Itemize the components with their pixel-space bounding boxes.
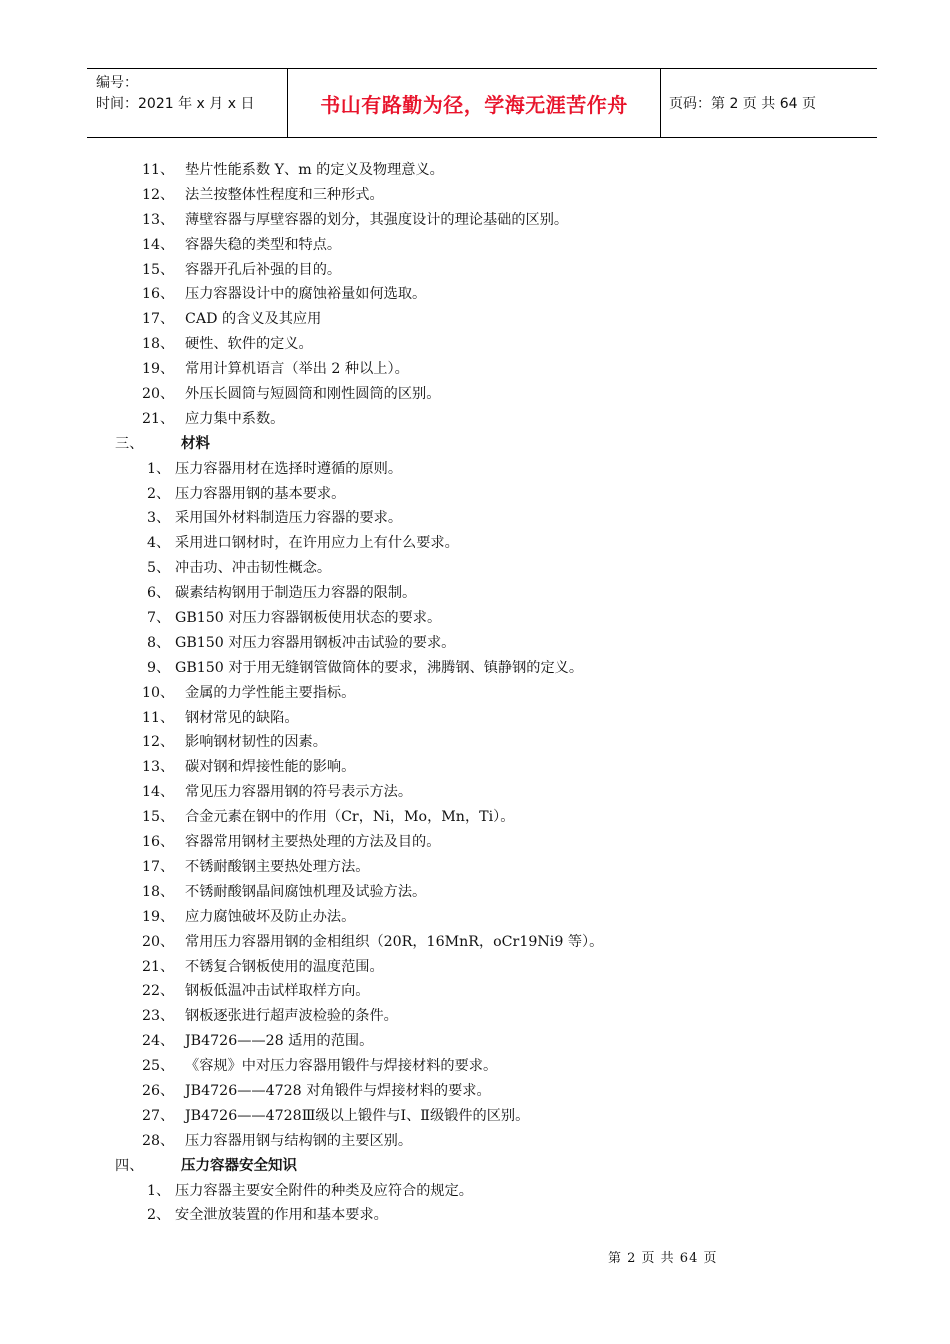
item-text: 应力腐蚀破坏及防止办法。: [185, 908, 356, 925]
item-text: 钢板逐张进行超声波检验的条件。: [185, 1008, 398, 1025]
item-text: 压力容器用材在选择时遵循的原则。: [175, 460, 403, 477]
list-item: [0, 258, 950, 283]
item-number: 20、: [142, 386, 175, 403]
motto-text: 书山有路勤为径，学海无涯苦作舟: [320, 92, 628, 117]
item-text: 压力容器设计中的腐蚀裕量如何选取。: [185, 286, 427, 303]
item-number: 18、: [142, 883, 175, 900]
item-number: 四、: [115, 1157, 144, 1174]
list-item: [0, 905, 950, 930]
item-number: 三、: [115, 435, 144, 452]
item-text: 硬性、软件的定义。: [185, 336, 313, 353]
list-item: [0, 979, 950, 1004]
list-item: [0, 183, 950, 208]
item-text: GB150 对压力容器钢板使用状态的要求。: [175, 610, 442, 627]
item-text: 钢板低温冲击试样取样方向。: [185, 983, 370, 1000]
list-item: [0, 208, 950, 233]
list-item: [0, 1079, 950, 1104]
item-number: 15、: [142, 261, 175, 278]
page-footer: 第 2 页 共 64 页: [608, 1251, 718, 1266]
item-number: 7、: [147, 610, 171, 627]
header-meta-cell: [87, 69, 287, 137]
item-number: 6、: [147, 585, 171, 602]
list-item: [0, 730, 950, 755]
list-item: [0, 1179, 950, 1204]
list-item: [0, 706, 950, 731]
list-item: [0, 233, 950, 258]
list-item: [0, 681, 950, 706]
item-number: 11、: [142, 162, 175, 178]
list-item: [0, 955, 950, 980]
list-item: [0, 930, 950, 955]
list-item: [0, 332, 950, 357]
item-number: 15、: [142, 809, 175, 826]
item-text: 碳对钢和焊接性能的影响。: [185, 759, 356, 776]
list-item: [0, 407, 950, 432]
item-number: 11、: [142, 709, 175, 726]
item-text: 不锈耐酸钢晶间腐蚀机理及试验方法。: [185, 883, 427, 900]
item-number: 13、: [142, 759, 175, 776]
item-text: 不锈复合钢板使用的温度范围。: [185, 958, 384, 975]
item-text: 采用进口钢材时，在许用应力上有什么要求。: [175, 535, 459, 552]
item-text: 采用国外材料制造压力容器的要求。: [175, 510, 403, 527]
item-text: JB4726——4728 对角锻件与焊接材料的要求。: [185, 1082, 491, 1099]
item-text: 容器开孔后补强的目的。: [185, 261, 342, 278]
section-title: 材料: [181, 435, 210, 452]
item-text: CAD 的含义及其应用: [185, 311, 322, 328]
list-item: [0, 282, 950, 307]
item-number: 9、: [147, 659, 171, 676]
list-item: [0, 382, 950, 407]
item-text: GB150 对压力容器用钢板冲击试验的要求。: [175, 634, 456, 651]
item-text: 薄壁容器与厚壁容器的划分，其强度设计的理论基础的区别。: [185, 211, 569, 228]
item-text: 常见压力容器用钢的符号表示方法。: [185, 784, 413, 801]
item-text: 压力容器用钢与结构钢的主要区别。: [185, 1132, 413, 1149]
list-item: [0, 780, 950, 805]
header-motto-cell: [287, 69, 661, 137]
item-number: 2、: [147, 1207, 171, 1224]
list-item: [0, 581, 950, 606]
header-page-cell: [661, 69, 877, 137]
list-item: [0, 880, 950, 905]
item-number: 13、: [142, 211, 175, 228]
item-number: 18、: [142, 336, 175, 353]
item-number: 24、: [142, 1033, 175, 1050]
item-text: 应力集中系数。: [185, 410, 285, 427]
item-number: 12、: [142, 186, 175, 203]
time-label: 时间：2021 年 x 月 x 日: [96, 96, 255, 112]
item-text: 安全泄放装置的作用和基本要求。: [175, 1207, 388, 1224]
item-text: 外压长圆筒与短圆筒和刚性圆筒的区别。: [185, 386, 441, 403]
section-heading: [0, 432, 950, 457]
item-text: 不锈耐酸钢主要热处理方法。: [185, 858, 370, 875]
list-item: [0, 482, 950, 507]
item-text: 金属的力学性能主要指标。: [185, 684, 356, 701]
item-number: 19、: [142, 908, 175, 925]
item-number: 21、: [142, 410, 175, 427]
item-number: 19、: [142, 361, 175, 378]
item-number: 4、: [147, 535, 171, 552]
item-number: 17、: [142, 311, 175, 328]
item-number: 16、: [142, 834, 175, 851]
item-number: 23、: [142, 1008, 175, 1025]
list-item: [0, 556, 950, 581]
list-item: [0, 805, 950, 830]
list-item: [0, 1004, 950, 1029]
item-number: 8、: [147, 634, 171, 651]
list-item: [0, 606, 950, 631]
item-text: 容器失稳的类型和特点。: [185, 236, 342, 253]
id-label: 编号：: [96, 75, 138, 91]
list-item: [0, 1029, 950, 1054]
item-text: 法兰按整体性程度和三种形式。: [185, 186, 384, 203]
list-item: [0, 531, 950, 556]
item-text: 常用压力容器用钢的金相组织（20R，16MnR，oCr19Ni9 等）。: [185, 933, 604, 950]
item-text: 影响钢材韧性的因素。: [185, 734, 327, 751]
item-number: 16、: [142, 286, 175, 303]
item-text: 合金元素在钢中的作用（Cr，Ni，Mo，Mn，Ti）。: [185, 809, 515, 826]
list-item: [0, 1054, 950, 1079]
section-title: 压力容器安全知识: [181, 1157, 297, 1174]
item-text: 冲击功、冲击韧性概念。: [175, 560, 332, 577]
list-item: [0, 1129, 950, 1154]
item-text: 常用计算机语言（举出 2 种以上）。: [185, 361, 409, 378]
item-number: 20、: [142, 933, 175, 950]
document-body: [0, 158, 950, 1228]
item-number: 25、: [142, 1058, 175, 1075]
list-item: [0, 656, 950, 681]
list-item: [0, 755, 950, 780]
item-text: 容器常用钢材主要热处理的方法及目的。: [185, 834, 441, 851]
item-number: 1、: [147, 1182, 171, 1199]
item-text: 钢材常见的缺陷。: [185, 709, 299, 726]
item-number: 22、: [142, 983, 175, 1000]
item-number: 17、: [142, 858, 175, 875]
list-item: [0, 158, 950, 183]
item-number: 5、: [147, 560, 171, 577]
list-item: [0, 830, 950, 855]
item-number: 28、: [142, 1132, 175, 1149]
item-text: JB4726——4728Ⅲ级以上锻件与Ⅰ、Ⅱ级锻件的区别。: [185, 1107, 530, 1124]
item-text: JB4726——28 适用的范围。: [185, 1033, 374, 1050]
item-number: 26、: [142, 1082, 175, 1099]
section-heading: [0, 1154, 950, 1179]
item-number: 3、: [147, 510, 171, 527]
item-text: 《容规》中对压力容器用锻件与焊接材料的要求。: [185, 1058, 498, 1075]
item-number: 12、: [142, 734, 175, 751]
list-item: [0, 855, 950, 880]
list-item: [0, 307, 950, 332]
item-text: GB150 对于用无缝钢管做筒体的要求，沸腾钢、镇静钢的定义。: [175, 659, 584, 676]
list-item: [0, 631, 950, 656]
item-text: 压力容器主要安全附件的种类及应符合的规定。: [175, 1182, 473, 1199]
list-item: [0, 506, 950, 531]
item-text: 碳素结构钢用于制造压力容器的限制。: [175, 585, 417, 602]
item-number: 14、: [142, 784, 175, 801]
item-text: 垫片性能系数 Y、m 的定义及物理意义。: [185, 162, 444, 178]
item-text: 压力容器用钢的基本要求。: [175, 485, 346, 502]
list-item: [0, 457, 950, 482]
document-header: [87, 68, 877, 138]
item-number: 27、: [142, 1107, 175, 1124]
item-number: 10、: [142, 684, 175, 701]
list-item: [0, 357, 950, 382]
item-number: 21、: [142, 958, 175, 975]
item-number: 1、: [147, 460, 171, 477]
list-item: [0, 1203, 950, 1228]
page-label: 页码：第 2 页 共 64 页: [669, 96, 816, 112]
list-item: [0, 1104, 950, 1129]
item-number: 14、: [142, 236, 175, 253]
item-number: 2、: [147, 485, 171, 502]
